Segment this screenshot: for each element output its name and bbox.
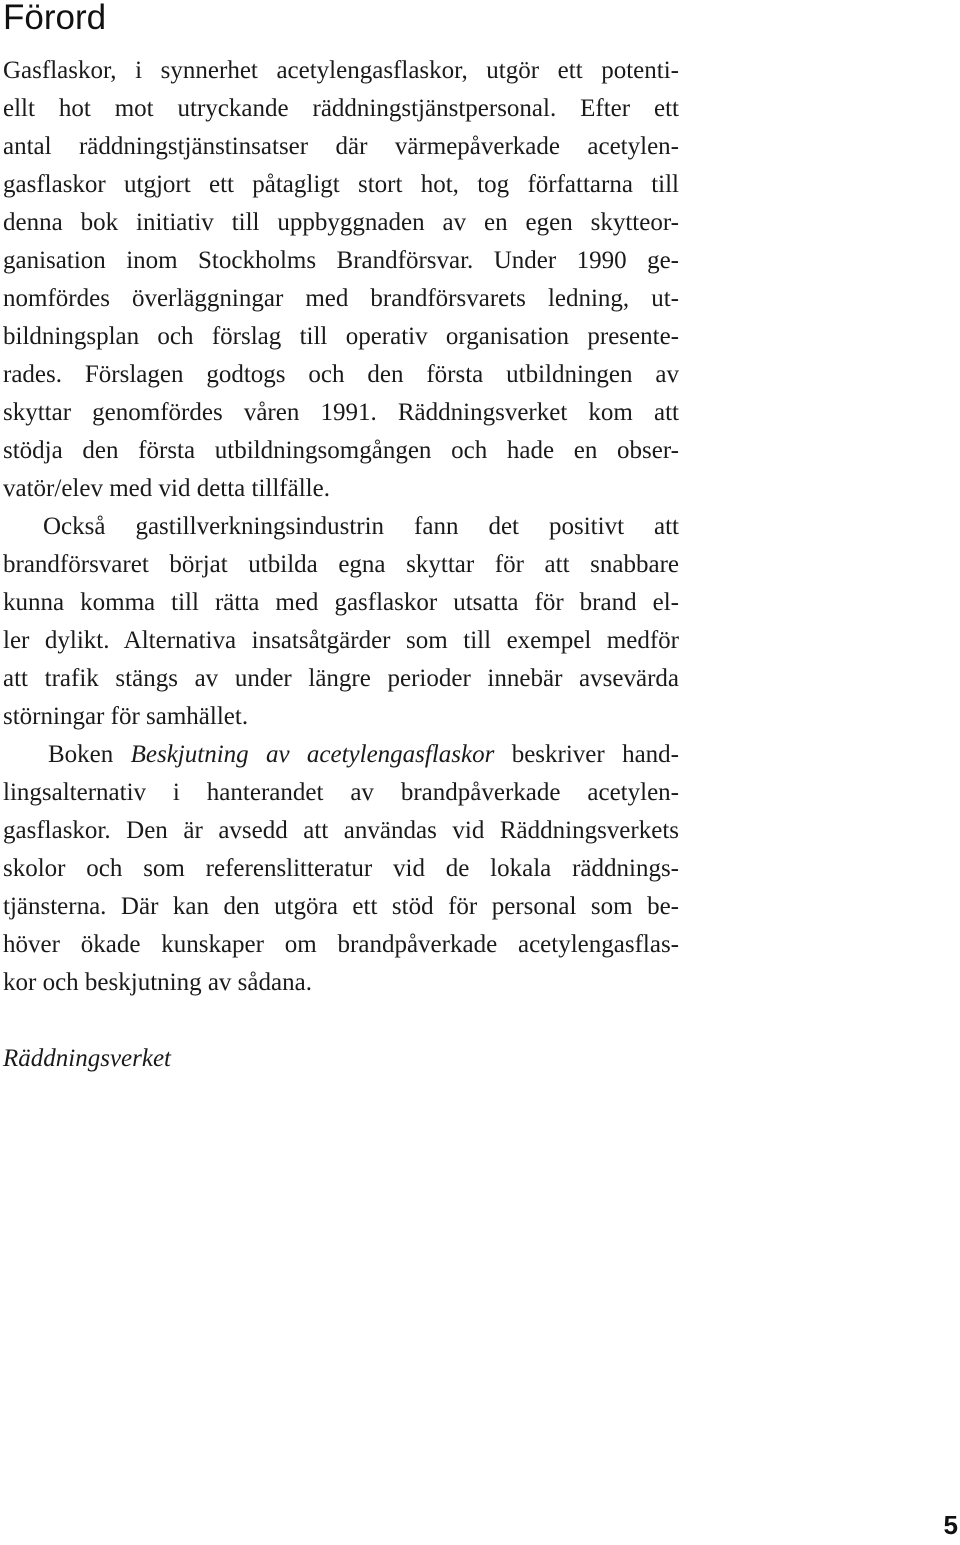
text-line: ler dylikt. Alternativa insatsåtgärder som till exempel medför bbox=[3, 627, 679, 654]
text-line: lingsalternativ i hanterandet av brandpåverkade acetylen- bbox=[3, 779, 679, 806]
text-line: ganisation inom Stockholms Brandförsvar. Under 1990 ge- bbox=[3, 247, 679, 274]
text-line: kunna komma till rätta med gasflaskor utsatta för brand el- bbox=[3, 589, 679, 616]
text-line: höver ökade kunskaper om brandpåverkade acetylengasflas- bbox=[3, 931, 679, 958]
text-line: Gasflaskor, i synnerhet acetylengasflaskor, utgör ett potenti- bbox=[3, 57, 679, 84]
page-number: 5 bbox=[943, 1510, 958, 1540]
text-line: gasflaskor. Den är avsedd att användas vid Räddningsverkets bbox=[3, 817, 679, 844]
text-line bbox=[3, 736, 679, 774]
text-line: störningar för samhället. bbox=[3, 703, 249, 730]
text-run: Boken bbox=[48, 741, 131, 768]
book-title: Beskjutning av acetylengasflaskor bbox=[130, 741, 495, 768]
paragraph bbox=[3, 508, 679, 736]
text-line: vatör/elev med vid detta tillfälle. bbox=[3, 475, 330, 502]
text-line: brandförsvaret börjat utbilda egna skyttar för att snabbare bbox=[3, 551, 679, 578]
body-text bbox=[3, 52, 679, 1002]
paragraph bbox=[3, 736, 679, 1002]
text-line: gasflaskor utgjort ett påtagligt stort hot, tog författarna till bbox=[3, 171, 679, 198]
text-line: ellt hot mot utryckande räddningstjänstpersonal. Efter ett bbox=[3, 95, 679, 122]
text-line: att trafik stängs av under längre perioder innebär avsevärda bbox=[3, 665, 679, 692]
text-line: skolor och som referenslitteratur vid de lokala räddnings- bbox=[3, 855, 679, 882]
signature: Räddningsverket bbox=[3, 1045, 172, 1072]
text-line: stödja den första utbildningsomgången och hade en obser- bbox=[3, 437, 679, 464]
text-line: tjänsterna. Där kan den utgöra ett stöd för personal som be- bbox=[3, 893, 679, 920]
text-line: nomfördes överläggningar med brandförsvarets ledning, ut- bbox=[3, 285, 679, 312]
text-line: skyttar genomfördes våren 1991. Räddningsverket kom att bbox=[3, 399, 679, 426]
text-line: antal räddningstjänstinsatser där värmepåverkade acetylen- bbox=[3, 133, 679, 160]
text-line: denna bok initiativ till uppbyggnaden av en egen skytteor- bbox=[3, 209, 679, 236]
text-line: rades. Förslagen godtogs och den första utbildningen av bbox=[3, 361, 679, 388]
text-line: kor och beskjutning av sådana. bbox=[3, 969, 312, 996]
text-line: Också gastillverkningsindustrin fann det positivt att bbox=[43, 513, 679, 540]
page-title: Förord bbox=[3, 0, 107, 37]
text-line: bildningsplan och förslag till operativ organisation presente- bbox=[3, 323, 679, 350]
paragraph bbox=[3, 52, 679, 508]
text-run: beskriver hand- bbox=[494, 741, 679, 768]
